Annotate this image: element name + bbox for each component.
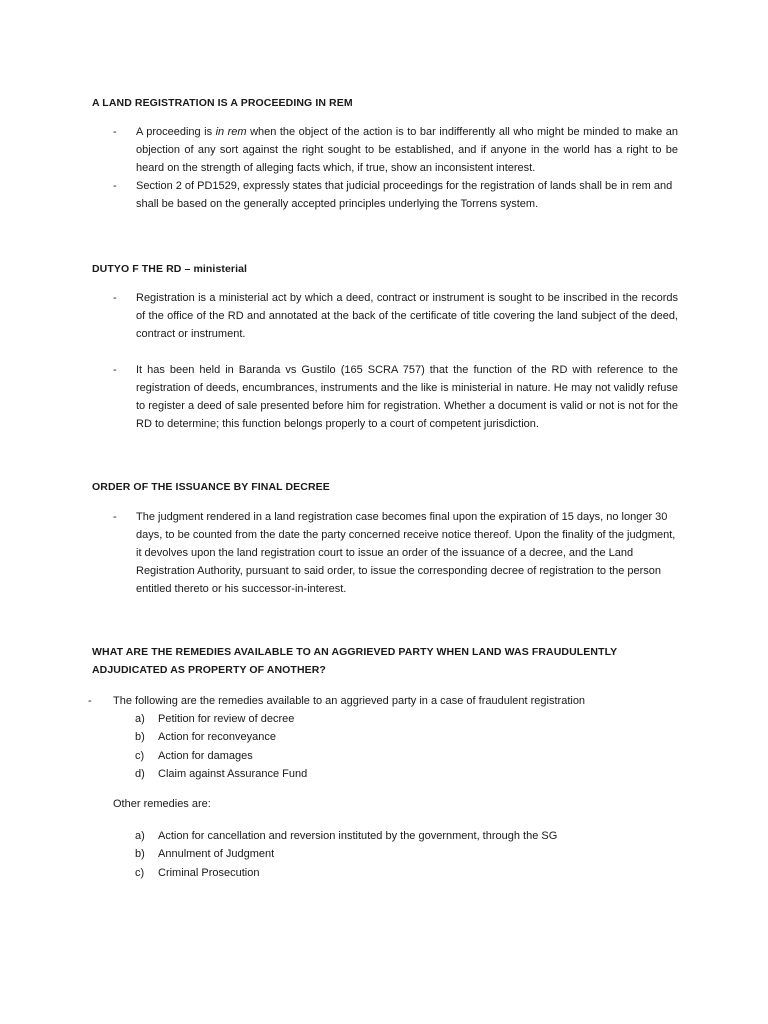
list-marker: c) xyxy=(135,749,145,762)
list-marker: a) xyxy=(135,830,145,842)
list-label: Action for damages xyxy=(158,749,253,762)
bullet-pd1529 xyxy=(113,177,678,213)
bullet-text: Registration is a ministerial act by which a deed, contract or instrument is sought to be inscribed in the records of the office of the RD and annotated at the back of the certificate of title covering the land subject of the deed, contract or instrument. xyxy=(136,292,678,340)
list-label: Action for cancellation and reversion instituted by the government, through the SG xyxy=(158,830,558,842)
dash-marker: - xyxy=(88,695,92,707)
dash-marker: - xyxy=(113,511,117,523)
bullet-registration-ministerial xyxy=(113,289,678,343)
bullet-text: The judgment rendered in a land registration case becomes final upon the expiration of 15 days, no longer 30 days, to be counted from the date the party concerned receive notice thereof. Upon the finality of the judgment, it devolves upon the land registration court to issue an order of the issuance of a decree, and the Land Registration Authority, pursuant to said order, to issue the corresponding decree of registration to the person entitled thereto or his successor-in-interest. xyxy=(136,511,676,595)
section-heading-duty-rd: DUTYO F THE RD – ministerial xyxy=(92,263,248,275)
list-marker: a) xyxy=(135,713,145,725)
bullet-text: The following are the remedies available to an aggrieved party in a case of fraudulent registration xyxy=(113,695,586,707)
section-heading-final-decree: ORDER OF THE ISSUANCE BY FINAL DECREE xyxy=(92,481,330,493)
bullet-judgment-final xyxy=(113,508,678,598)
dash-marker: - xyxy=(113,364,117,376)
dash-marker: - xyxy=(113,292,117,304)
list-label: Criminal Prosecution xyxy=(158,866,260,879)
other-remedies-label: Other remedies are: xyxy=(113,798,211,810)
section-heading-remedies-line1: WHAT ARE THE REMEDIES AVAILABLE TO AN AGGRIEVED PARTY WHEN LAND WAS FRAUDULENTLY xyxy=(92,646,618,658)
list-marker: c) xyxy=(135,866,145,879)
list-label: Claim against Assurance Fund xyxy=(158,767,308,780)
bullet-text: A proceeding is in rem when the object of the action is to bar indifferently all who might be minded to make an objection of any sort against the right sought to be established, and if anyone in the world has a right to be heard on the strength of alleging facts which, if true, show an inconsistent interest. xyxy=(136,126,678,174)
dash-marker: - xyxy=(113,126,117,138)
list-marker: d) xyxy=(135,767,145,780)
list-label: Action for reconveyance xyxy=(158,731,277,744)
section-heading-remedies-line2: ADJUDICATED AS PROPERTY OF ANOTHER? xyxy=(92,664,326,676)
list-marker: b) xyxy=(135,731,145,744)
dash-marker: - xyxy=(113,180,117,192)
bullet-baranda-gustilo xyxy=(113,361,678,433)
bullet-text: Section 2 of PD1529, expressly states that judicial proceedings for the registration of lands shall be in rem and shall be based on the generally accepted principles underlying the Torrens system. xyxy=(136,180,673,210)
list-label: Petition for review of decree xyxy=(158,713,295,725)
bullet-in-rem-definition xyxy=(113,123,678,177)
list-marker: b) xyxy=(135,848,145,861)
list-label: Annulment of Judgment xyxy=(158,848,275,861)
bullet-remedies-intro xyxy=(88,692,688,710)
bullet-text: It has been held in Baranda vs Gustilo (165 SCRA 757) that the function of the RD with reference to the registration of deeds, encumbrances, instruments and the like is ministerial in nature. He may not validly refuse to register a deed of sale presented before him for registration. Whether a document is valid or not is not for the RD to determine; this function belongs properly to a court of competent jurisdiction. xyxy=(136,364,678,430)
section-heading-in-rem: A LAND REGISTRATION IS A PROCEEDING IN REM xyxy=(92,97,353,109)
